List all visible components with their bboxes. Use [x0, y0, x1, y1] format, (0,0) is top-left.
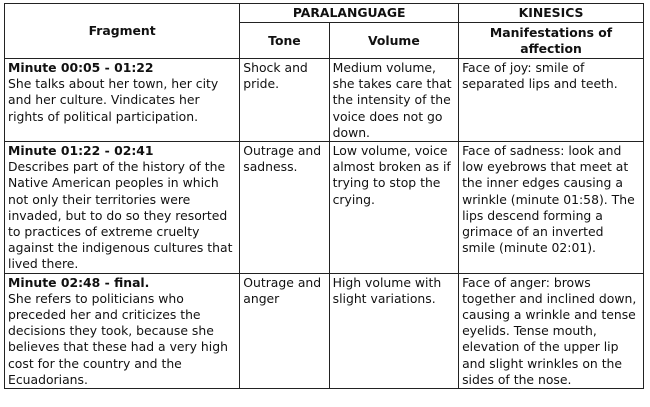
header-manifestations: Manifestations of affection [459, 23, 644, 59]
fragment-cell [5, 59, 240, 142]
volume-cell: High volume with slight variations. [329, 273, 458, 388]
tone-cell: Shock and pride. [240, 59, 329, 142]
header-fragment: Fragment [5, 4, 240, 59]
minute-range: Minute 00:05 - 01:22 [8, 60, 154, 75]
volume-cell: Medium volume, she takes care that the intensity of the voice does not go down. [329, 59, 458, 142]
header-volume: Volume [329, 23, 458, 59]
header-row-top [5, 4, 644, 23]
header-tone: Tone [240, 23, 329, 59]
fragment-text: She talks about her town, her city and her culture. Vindicates her rights of political participation. [8, 76, 219, 124]
table-row [5, 142, 644, 274]
header-kinesics: KINESICS [459, 4, 644, 23]
kinesics-cell: Face of anger: brows together and inclined down, causing a wrinkle and tense eyelids. Tense mouth, elevation of the upper lip and slight wrinkles on the sides of the nose. [459, 273, 644, 388]
fragment-text: She refers to politicians who preceded her and criticizes the decisions they took, because she believes that these had a very high cost for the country and the Ecuadorians. [8, 290, 228, 387]
tone-cell: Outrage and anger [240, 273, 329, 388]
kinesics-cell: Face of sadness: look and low eyebrows that meet at the inner edges causing a wrinkle (minute 01:58). The lips descend forming a grimace of an inverted smile (minute 02:01). [459, 142, 644, 274]
volume-cell: Low volume, voice almost broken as if trying to stop the crying. [329, 142, 458, 274]
fragment-text: Describes part of the history of the Native American peoples in which not only their territories were invaded, but to do so they resorted to practices of extreme cruelty against the indigenous cultures that lived there. [8, 159, 233, 272]
fragment-cell [5, 273, 240, 388]
minute-range: Minute 02:48 - final. [8, 274, 150, 290]
analysis-table [4, 3, 644, 389]
minute-range: Minute 01:22 - 02:41 [8, 143, 154, 159]
kinesics-cell: Face of joy: smile of separated lips and teeth. [459, 59, 644, 142]
table-row [5, 273, 644, 388]
header-paralanguage: PARALANGUAGE [240, 4, 459, 23]
table-row [5, 59, 644, 142]
tone-cell: Outrage and sadness. [240, 142, 329, 274]
fragment-cell [5, 142, 240, 274]
